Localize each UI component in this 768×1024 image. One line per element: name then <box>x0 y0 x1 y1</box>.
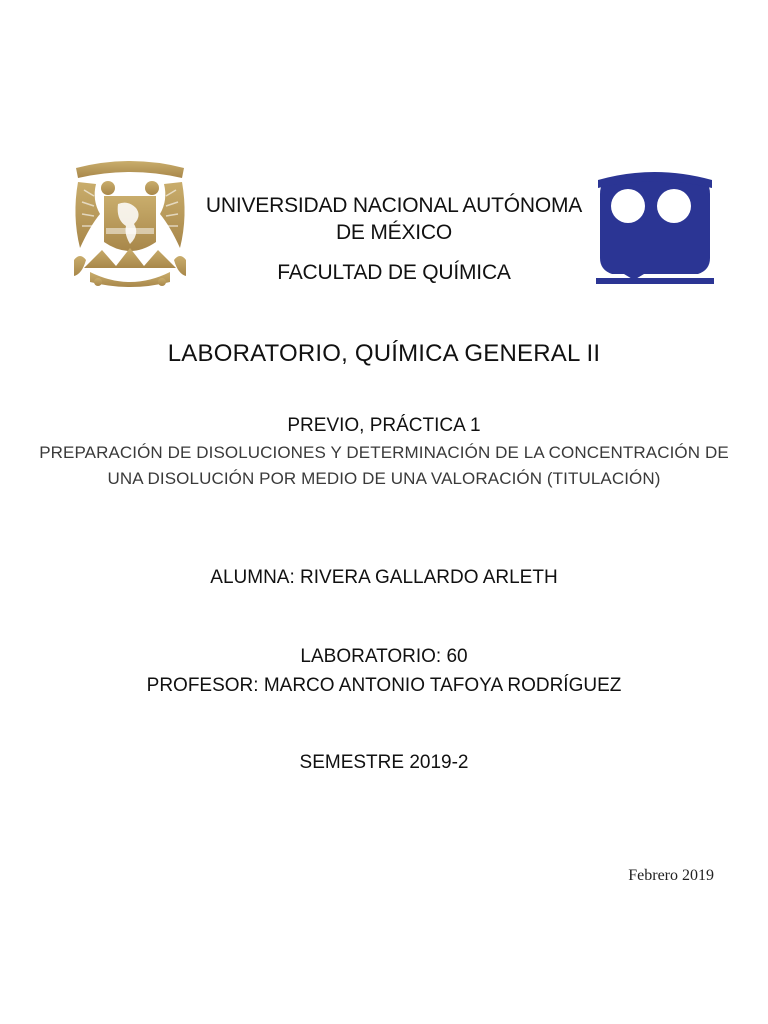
professor-name: PROFESOR: MARCO ANTONIO TAFOYA RODRÍGUEZ <box>146 675 622 696</box>
student-name: ALUMNA: RIVERA GALLARDO ARLETH <box>210 567 558 588</box>
practice-subtitle: PREPARACIÓN DE DISOLUCIONES Y DETERMINACIÓN DE LA CONCENTRACIÓN DE UNA DISOLUCIÓN POR MEDIO DE UNA VALORACIÓN (TITULACIÓN) <box>39 443 729 488</box>
university-name: UNIVERSIDAD NACIONAL AUTÓNOMA DE MÉXICO <box>205 194 583 244</box>
lab-number: LABORATORIO: 60 <box>300 646 468 667</box>
semester: SEMESTRE 2019-2 <box>299 752 469 773</box>
document-date: Febrero 2019 <box>628 867 714 884</box>
faculty-name: FACULTAD DE QUÍMICA <box>277 261 511 284</box>
facultad-quimica-icon <box>594 166 716 290</box>
course-title: LABORATORIO, QUÍMICA GENERAL II <box>167 340 601 367</box>
practice-heading: PREVIO, PRÁCTICA 1 <box>287 415 481 436</box>
unam-seal-icon <box>70 156 190 292</box>
